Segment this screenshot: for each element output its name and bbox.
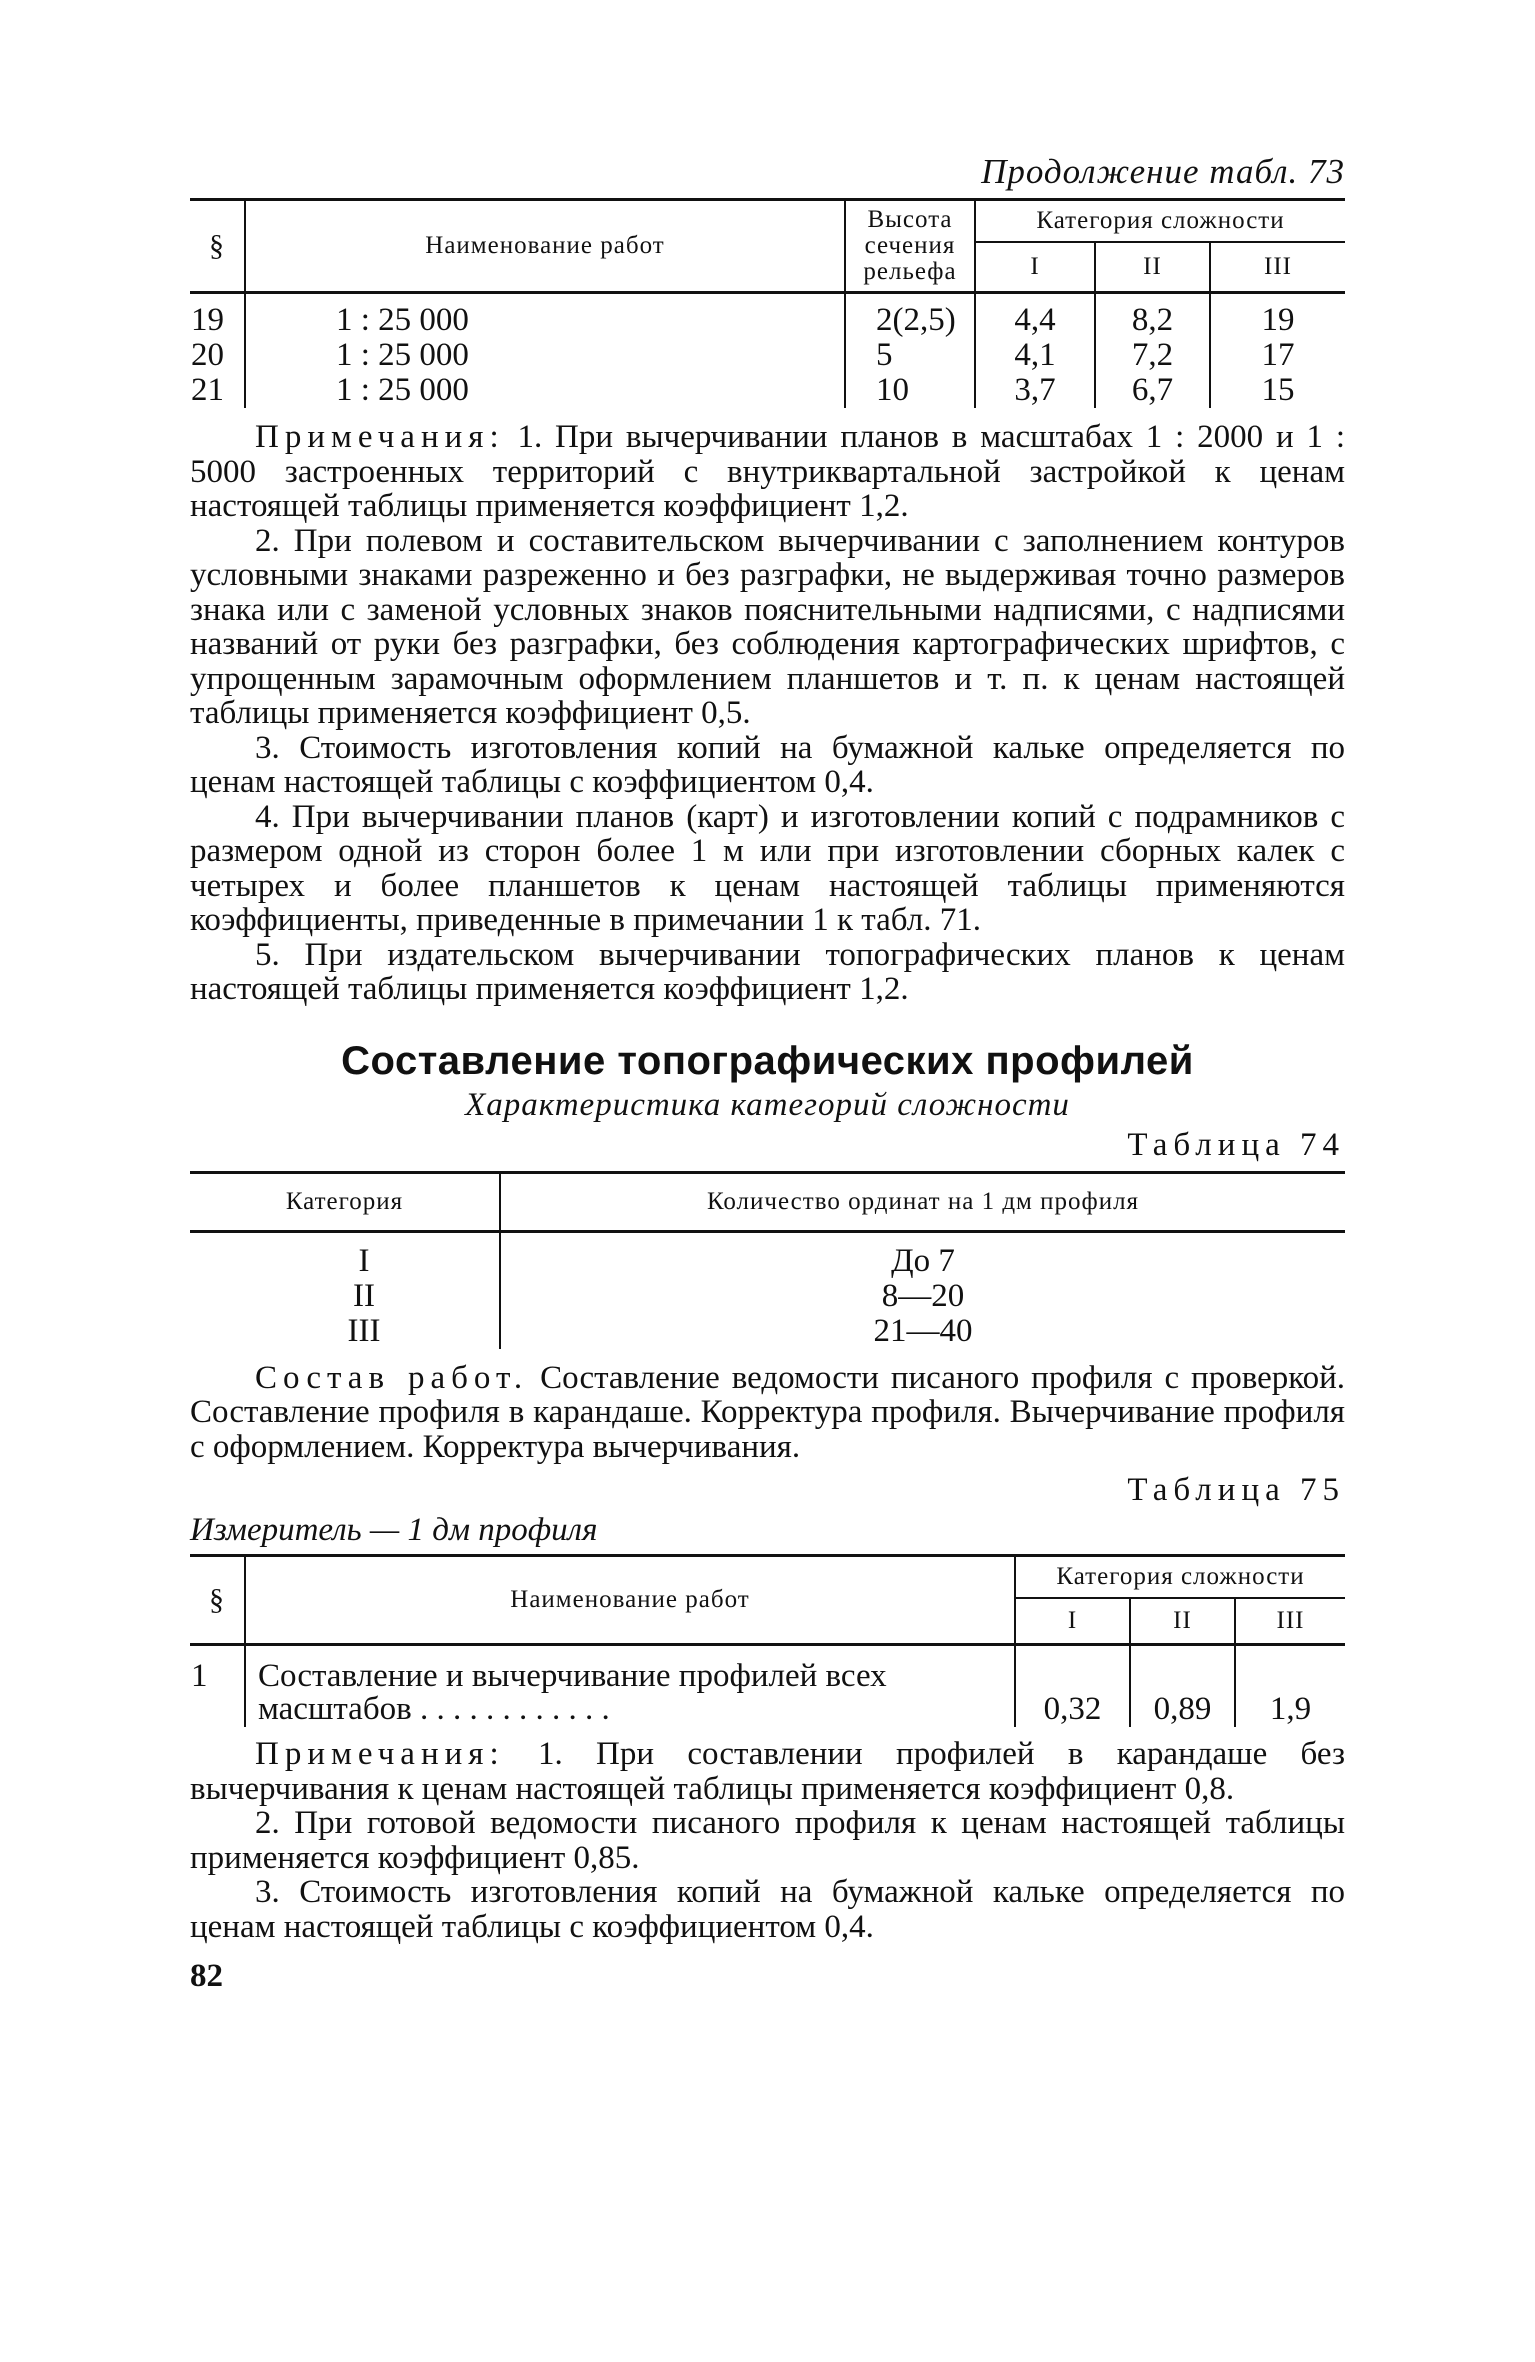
note: 2. При готовой ведомости писаного профиля к ценам настоящей таблицы применяется коэффициент 0,85. xyxy=(190,1805,1345,1876)
composition-paragraph xyxy=(190,1361,1345,1465)
row-name-line2: масштабов . . . . . . . . . . . . xyxy=(258,1691,610,1727)
table75-header-category: Категория сложности xyxy=(1015,1556,1345,1599)
section-subtitle: Характеристика категорий сложности xyxy=(465,1086,1070,1123)
table73-header-height-l2: сечения xyxy=(864,232,956,259)
row-value: 8—20 xyxy=(500,1279,1345,1314)
row-cat1: 4,4 xyxy=(975,293,1095,339)
table73-header-section: § xyxy=(190,200,245,293)
composition-text: Составление ведомости писаного профиля с проверкой. Составление профиля в карандаше. Корректура профиля. Вычерчивание профиля с оформлением. Корректура вычерчивания. xyxy=(190,1359,1345,1465)
table74-header-ordinates: Количество ординат на 1 дм профиля xyxy=(500,1172,1345,1231)
table73-header-height xyxy=(845,200,975,293)
table-row xyxy=(190,1645,1345,1728)
table73-header-height-l3: рельефа xyxy=(863,258,957,285)
row-height: 5 xyxy=(845,338,975,373)
table75 xyxy=(190,1554,1345,1727)
row-num: 21 xyxy=(191,372,224,408)
table73-header-category: Категория сложности xyxy=(975,200,1345,243)
note-text: 1. При составлении профилей в карандаше без вычерчивания к ценам настоящей таблицы применяется коэффициент 0,8. xyxy=(190,1736,1346,1807)
row-cat3: 1,9 xyxy=(1235,1645,1345,1728)
row-name: 1 : 25 000 xyxy=(245,293,845,339)
row-cat3: 17 xyxy=(1210,338,1345,373)
row-num: 19 xyxy=(191,302,224,338)
table75-header-section: § xyxy=(190,1556,245,1645)
row-value: 21—40 xyxy=(500,1314,1345,1349)
row-name: 1 : 25 000 xyxy=(245,373,845,408)
table75-measure: Измеритель — 1 дм профиля xyxy=(190,1512,598,1548)
row-value: До 7 xyxy=(500,1231,1345,1279)
table-row xyxy=(190,1314,1345,1349)
note: 3. Стоимость изготовления копий на бумажной кальке определяется по ценам настоящей таблицы с коэффициентом 0,4. xyxy=(190,1874,1345,1945)
table-row xyxy=(190,1231,1345,1279)
row-cat3: 19 xyxy=(1210,293,1345,339)
table-row xyxy=(190,293,1345,339)
row-height: 10 xyxy=(845,373,975,408)
table74-header-category: Категория xyxy=(190,1172,500,1231)
table74 xyxy=(190,1171,1345,1349)
note xyxy=(190,420,1345,524)
composition-label: Состав работ. xyxy=(255,1359,529,1396)
notes-label: Примечания: xyxy=(255,1736,505,1772)
note-text: 1. При вычерчивании планов в масштабах 1 : 2000 и 1 : 5000 застроенных территорий с внутриквартальной застройкой к ценам настоящей таблицы применяется коэффициент 1,2. xyxy=(190,419,1345,524)
note: 3. Стоимость изготовления копий на бумажной кальке определяется по ценам настоящей таблицы с коэффициентом 0,4. xyxy=(190,729,1345,800)
note: 2. При полевом и составительском вычерчивании с заполнением контуров условными знаками разреженно и без разграфки, не выдерживая точно размеров знака или с заменой условных знаков пояснительными надписями, с надписями названий от руки без разграфки, без соблюдения картографических шрифтов, с упрощенным зарамочным оформлением планшетов и т. п. к ценам настоящей таблицы применяется коэффициент 0,5. xyxy=(190,522,1345,731)
table74-label: Таблица 74 xyxy=(1127,1126,1345,1163)
table75-header-cat3: III xyxy=(1235,1598,1345,1645)
section-title: Составление топографических профилей xyxy=(341,1038,1194,1083)
notes-label: Примечания: xyxy=(255,419,505,455)
page-number: 82 xyxy=(190,1958,223,1994)
row-cat1: 0,32 xyxy=(1015,1645,1130,1728)
table75-header-cat1: I xyxy=(1015,1598,1130,1645)
table73 xyxy=(190,198,1345,408)
row-height: 2(2,5) xyxy=(845,293,975,339)
row-cat1: 3,7 xyxy=(975,373,1095,408)
row-name-line1: Составление и вычерчивание профилей всех xyxy=(258,1658,887,1694)
note: 4. При вычерчивании планов (карт) и изготовлении копий с подрамников с размером одной из сторон более 1 м или при изготовлении сборных калек с четырех и более планшетов к ценам настоящей таблицы применяются коэффициенты, приведенные в примечании 1 к табл. 71. xyxy=(190,798,1345,938)
row-cat3: 15 xyxy=(1210,373,1345,408)
table-row xyxy=(190,338,1345,373)
table73-header-cat2: II xyxy=(1095,242,1210,293)
row-category: I xyxy=(358,1242,370,1279)
row-category: II xyxy=(353,1277,375,1314)
row-num: 20 xyxy=(191,337,224,373)
row-cat1: 4,1 xyxy=(975,338,1095,373)
row-cat2: 8,2 xyxy=(1095,293,1210,339)
table73-header-cat3: III xyxy=(1210,242,1345,293)
row-cat2: 6,7 xyxy=(1095,373,1210,408)
table73-header-cat1: I xyxy=(975,242,1095,293)
row-cat2: 7,2 xyxy=(1095,338,1210,373)
table-row xyxy=(190,373,1345,408)
row-name xyxy=(245,1645,1015,1728)
row-cat2: 0,89 xyxy=(1130,1645,1235,1728)
table75-label: Таблица 75 xyxy=(1127,1472,1345,1508)
table75-header-name: Наименование работ xyxy=(245,1556,1015,1645)
page xyxy=(190,150,1345,1995)
table73-continuation-title: Продолжение табл. 73 xyxy=(981,152,1345,191)
row-category: III xyxy=(347,1312,381,1349)
note xyxy=(190,1737,1345,1806)
table75-header-cat2: II xyxy=(1130,1598,1235,1645)
row-num: 1 xyxy=(191,1658,208,1694)
note: 5. При издательском вычерчивании топографических планов к ценам настоящей таблицы применяется коэффициент 1,2. xyxy=(190,936,1345,1007)
table73-notes xyxy=(190,420,1345,1007)
table73-header-name: Наименование работ xyxy=(245,200,845,293)
table75-notes xyxy=(190,1737,1345,1944)
table73-header-height-l1: Высота xyxy=(867,206,953,233)
row-name: 1 : 25 000 xyxy=(245,338,845,373)
table-row xyxy=(190,1279,1345,1314)
